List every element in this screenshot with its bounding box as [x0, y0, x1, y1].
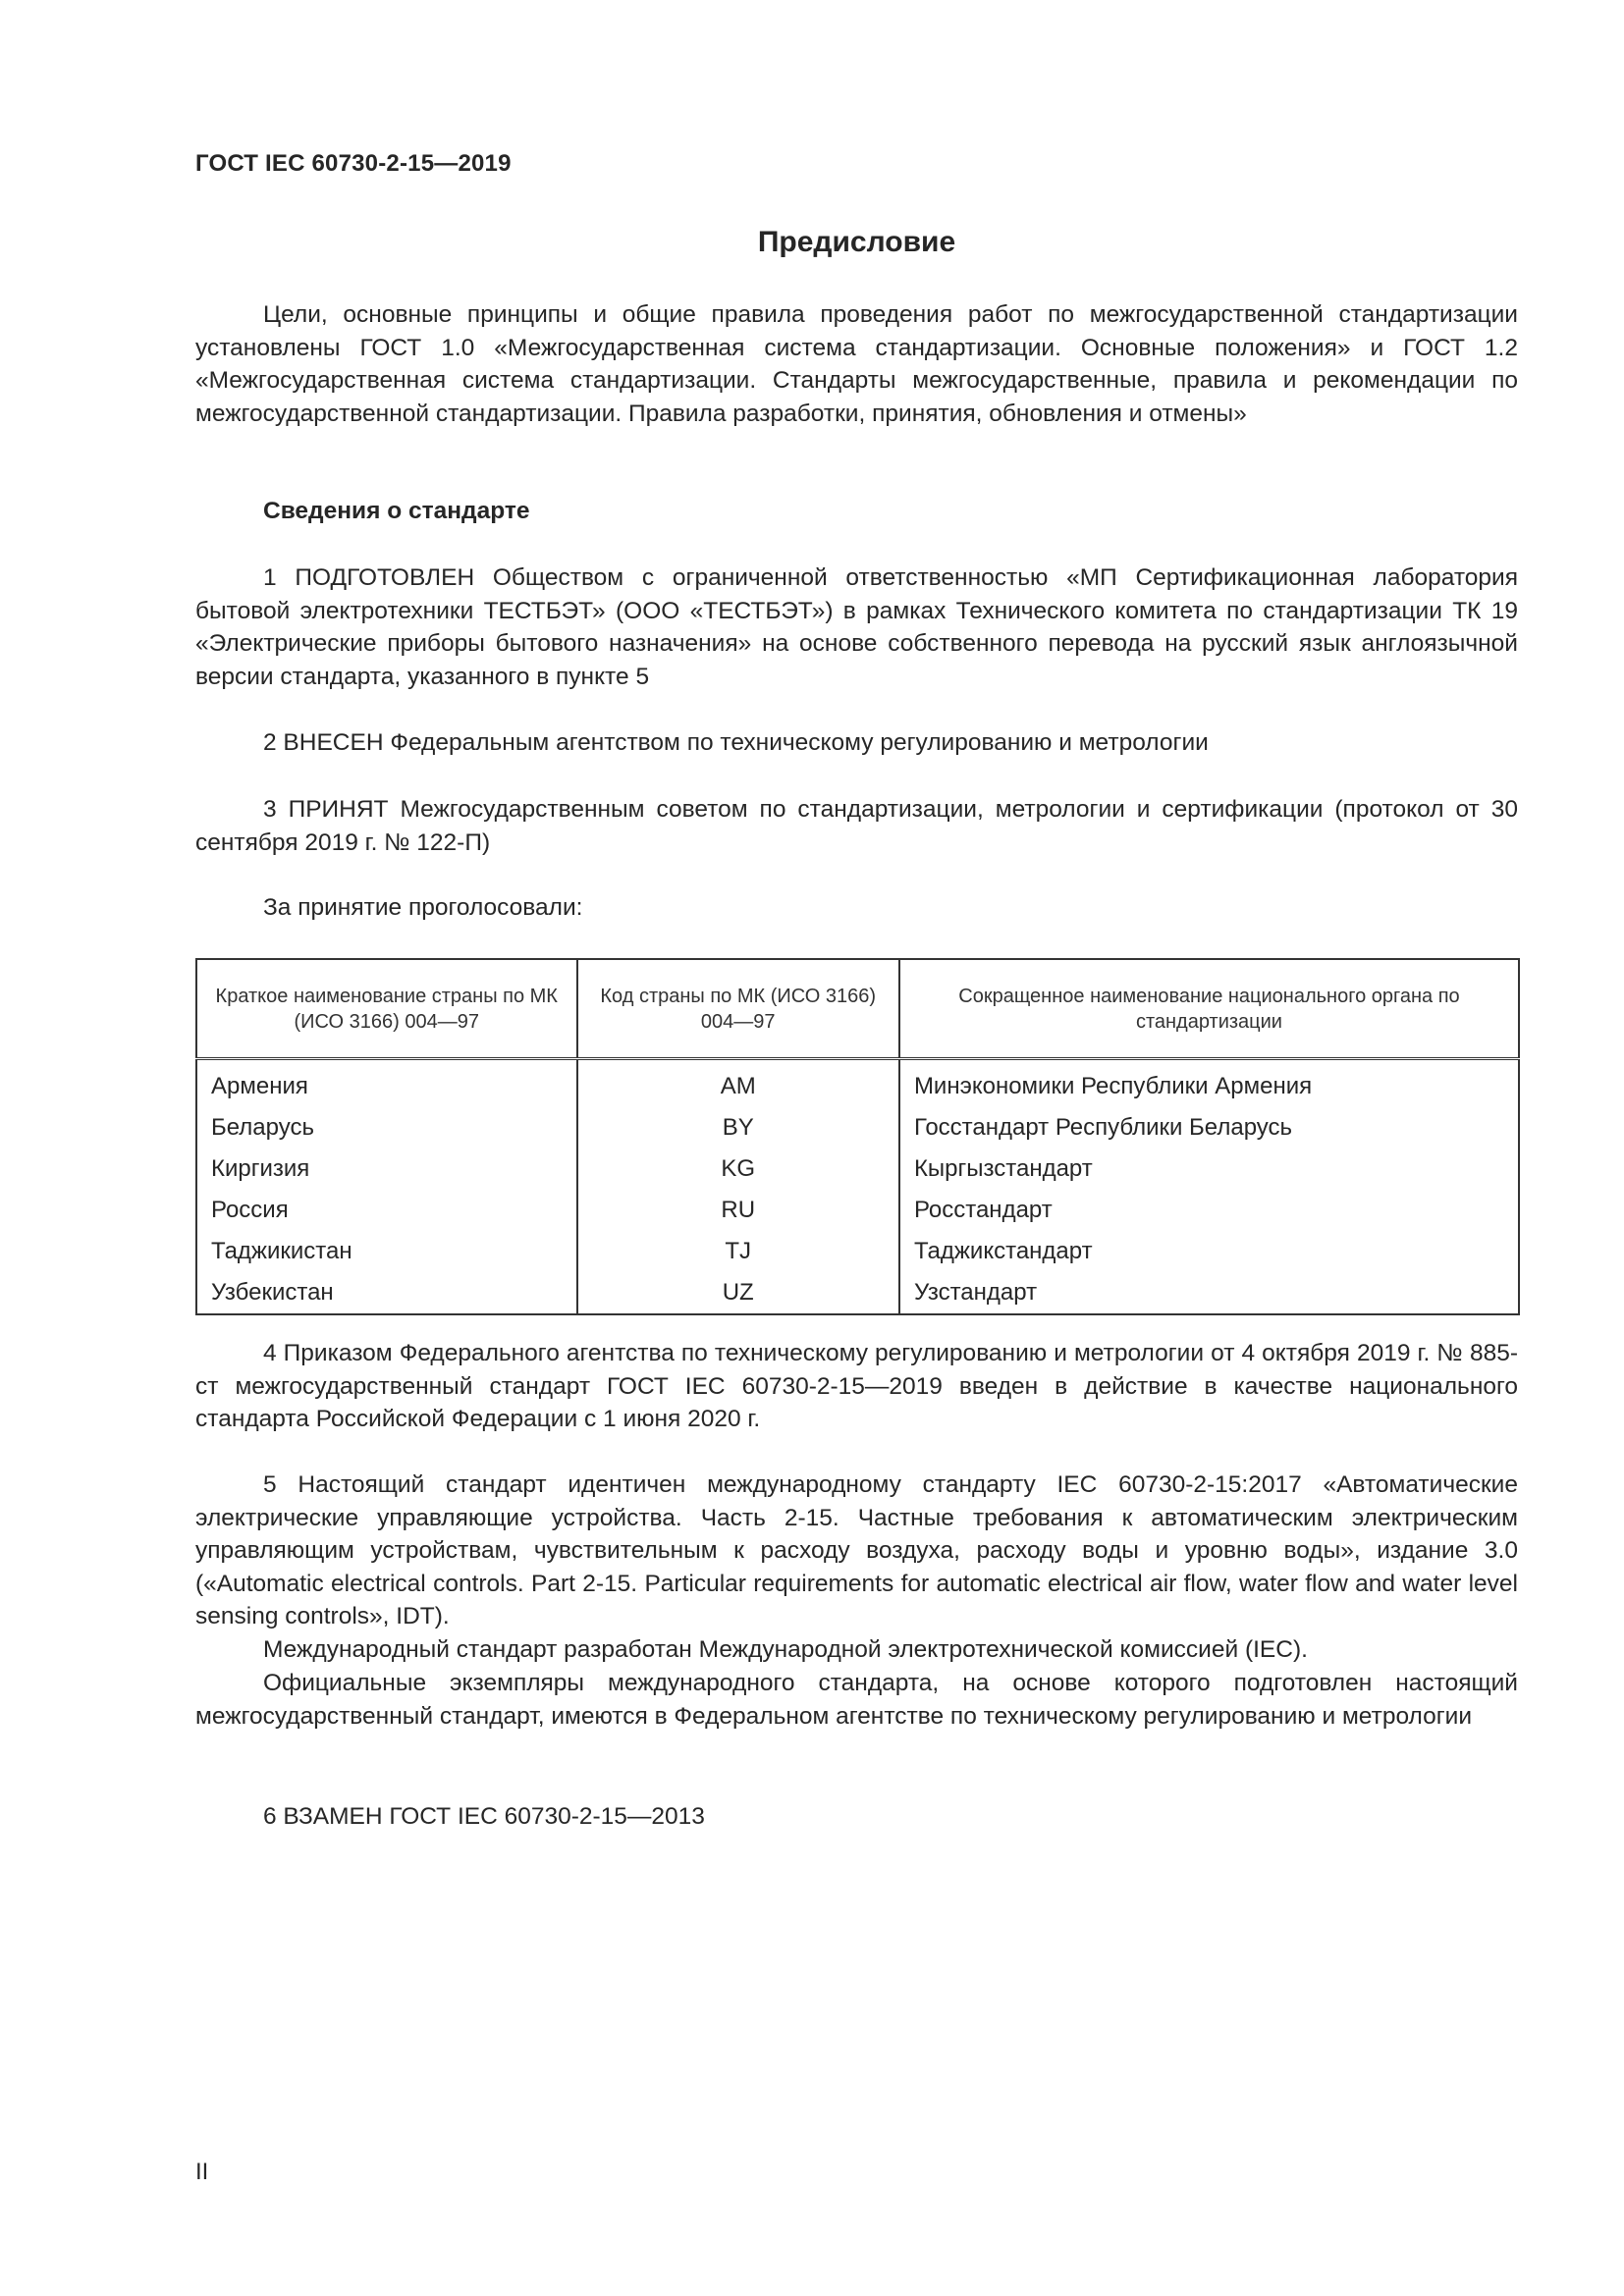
item-5-paragraph: 5 Настоящий стандарт идентичен международному стандарту IEC 60730-2-15:2017 «Автоматические электрические управляющие устройства. Часть 2-15. Частные требования к автоматическим электрическим управляющим устройствам, чувствительным к расходу воздуха, расходу воды и уровню воды», издание 3.0 («Automatic electrical controls. Part 2-15. Particular requirements for automatic electrical air flow, water flow and water level sensing controls», IDT). — [195, 1471, 1518, 1629]
section-heading: Сведения о стандарте — [263, 498, 530, 524]
cell-code: AM — [577, 1059, 899, 1108]
item-1-paragraph: 1 ПОДГОТОВЛЕН Обществом с ограниченной ответственностью «МП Сертификационная лаборатория бытовой электротехники ТЕСТБЭТ» (ООО «ТЕСТБЭТ») в рамках Технического комитета по стандартизации ТК 19 «Электрические приборы бытового назначения» на основе собственного перевода на русский язык англоязычной версии стандарта, указанного в пункте 5 — [195, 564, 1518, 690]
voting-table — [195, 958, 1520, 1315]
cell-body: Таджикстандарт — [899, 1231, 1519, 1272]
header-standards-body: Сокращенное наименование национального органа по стандартизации — [899, 959, 1519, 1059]
table-row — [196, 1059, 1519, 1108]
item-6-paragraph: 6 ВЗАМЕН ГОСТ IEC 60730-2-15—2013 — [263, 1803, 705, 1830]
table-row — [196, 1272, 1519, 1314]
cell-body: Росстандарт — [899, 1190, 1519, 1231]
table-row — [196, 1107, 1519, 1148]
cell-country: Армения — [196, 1059, 577, 1108]
cell-code: UZ — [577, 1272, 899, 1314]
cell-body: Узстандарт — [899, 1272, 1519, 1314]
cell-country: Киргизия — [196, 1148, 577, 1190]
cell-country: Россия — [196, 1190, 577, 1231]
votes-intro: За принятие проголосовали: — [263, 894, 583, 921]
document-page — [195, 0, 1518, 2296]
table-row — [196, 1190, 1519, 1231]
table-header-row — [196, 959, 1519, 1059]
cell-body: Кыргызстандарт — [899, 1148, 1519, 1190]
cell-body: Минэкономики Республики Армения — [899, 1059, 1519, 1108]
item-3-paragraph: 3 ПРИНЯТ Межгосударственным советом по стандартизации, метрологии и сертификации (протокол от 30 сентября 2019 г. № 122-П) — [195, 796, 1518, 856]
cell-code: TJ — [577, 1231, 899, 1272]
cell-code: KG — [577, 1148, 899, 1190]
table-row — [196, 1148, 1519, 1190]
header-country-code: Код страны по МК (ИСО 3166) 004—97 — [577, 959, 899, 1059]
item-2-paragraph: 2 ВНЕСЕН Федеральным агентством по техническому регулированию и метрологии — [263, 729, 1209, 756]
item-5-note-copies: Официальные экземпляры международного стандарта, на основе которого подготовлен настоящий межгосударственный стандарт, имеются в Федеральном агентстве по техническому регулированию и метрологии — [195, 1670, 1518, 1730]
header-country-name: Краткое наименование страны по МК (ИСО 3166) 004—97 — [196, 959, 577, 1059]
item-4-paragraph: 4 Приказом Федерального агентства по техническому регулированию и метрологии от 4 октября 2019 г. № 885-ст межгосударственный стандарт ГОСТ IEC 60730-2-15—2019 введен в действие в качестве национального стандарта Российской Федерации с 1 июня 2020 г. — [195, 1340, 1518, 1432]
intro-paragraph: Цели, основные принципы и общие правила проведения работ по межгосударственной стандартизации установлены ГОСТ 1.0 «Межгосударственная система стандартизации. Основные положения» и ГОСТ 1.2 «Межгосударственная система стандартизации. Стандарты межгосударственные, правила и рекомендации по межгосударственной стандартизации. Правила разработки, принятия, обновления и отмены» — [195, 301, 1518, 427]
cell-country: Узбекистан — [196, 1272, 577, 1314]
cell-country: Таджикистан — [196, 1231, 577, 1272]
page-title: Предисловие — [757, 226, 956, 258]
item-5-note-iec: Международный стандарт разработан Международной электротехнической комиссией (IEC). — [263, 1636, 1308, 1663]
table-row — [196, 1231, 1519, 1272]
document-code: ГОСТ IEC 60730-2-15—2019 — [195, 150, 512, 177]
page-number: II — [195, 2159, 209, 2185]
cell-body: Госстандарт Республики Беларусь — [899, 1107, 1519, 1148]
cell-code: RU — [577, 1190, 899, 1231]
cell-country: Беларусь — [196, 1107, 577, 1148]
cell-code: BY — [577, 1107, 899, 1148]
